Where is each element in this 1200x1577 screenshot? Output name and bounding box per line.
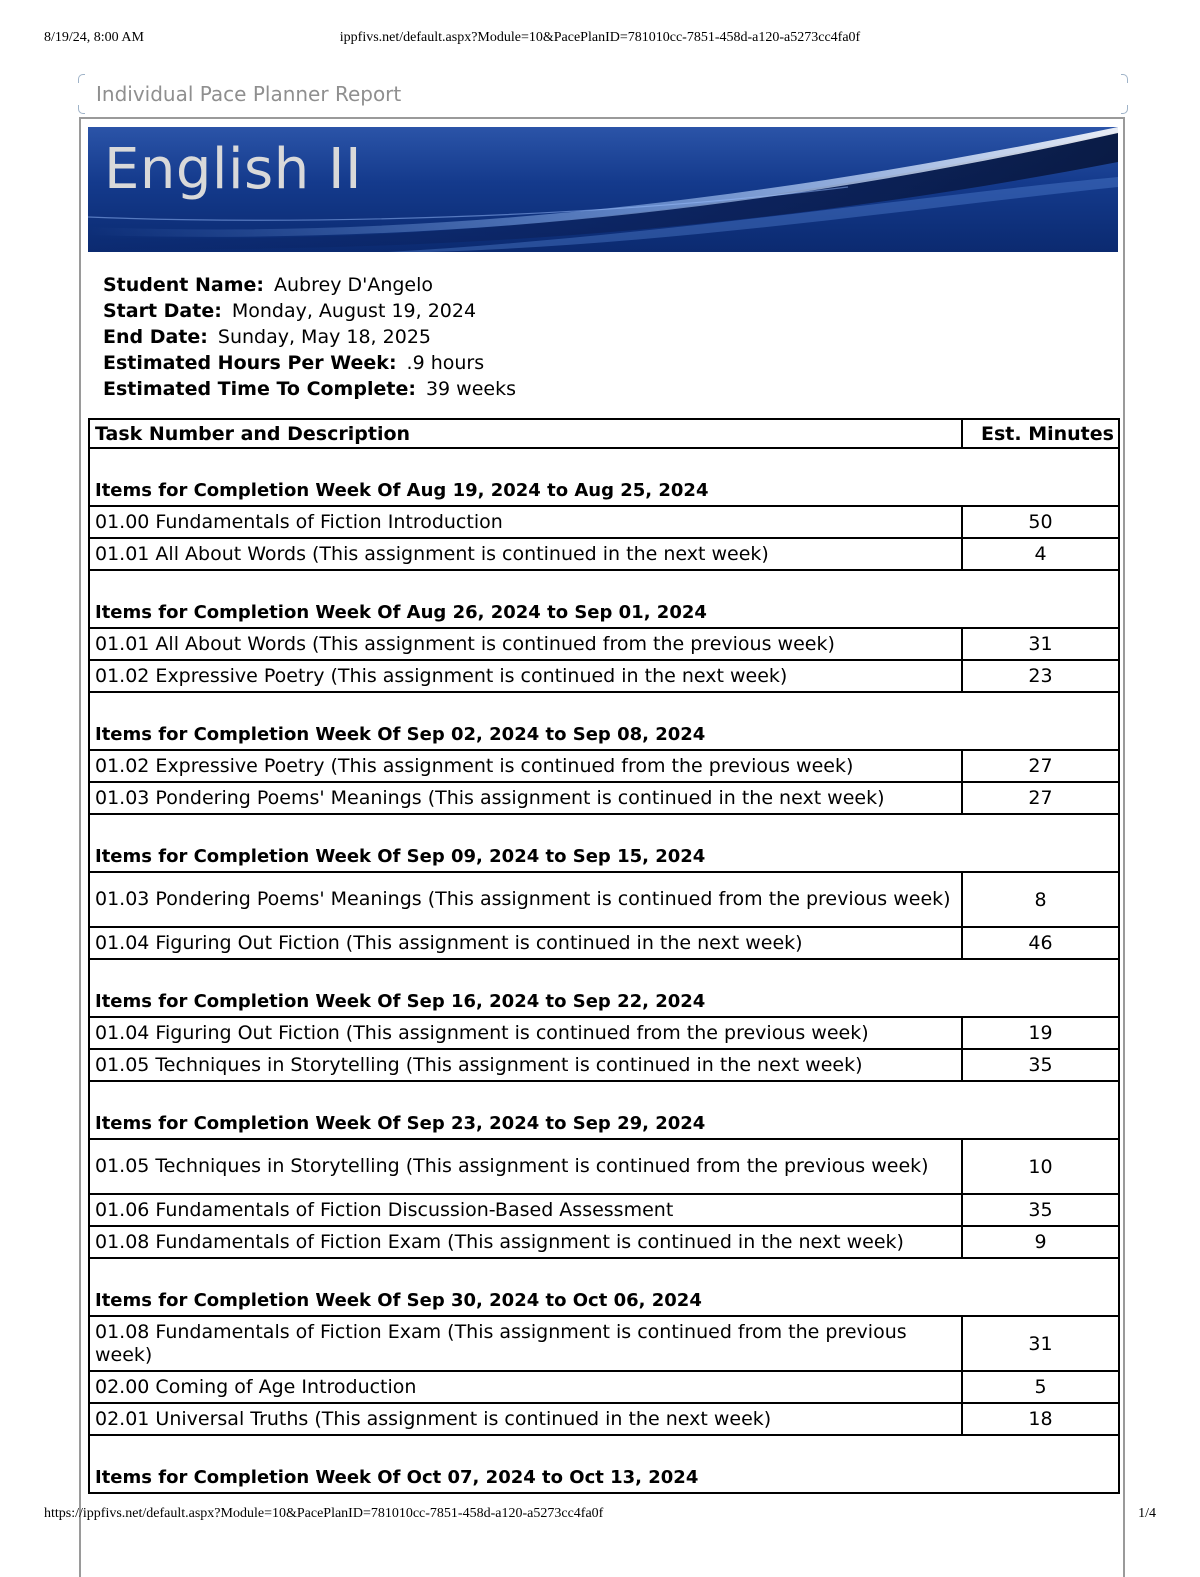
week-label: Items for Completion Week Of Sep 16, 2024 to Sep 22, 2024 xyxy=(89,959,1119,1017)
task-description: 01.01 All About Words (This assignment is continued in the next week) xyxy=(89,538,962,570)
week-label: Items for Completion Week Of Aug 26, 2024 to Sep 01, 2024 xyxy=(89,570,1119,628)
task-minutes: 23 xyxy=(962,660,1119,692)
week-label: Items for Completion Week Of Sep 02, 2024 to Sep 08, 2024 xyxy=(89,692,1119,750)
task-minutes: 27 xyxy=(962,782,1119,814)
task-minutes: 9 xyxy=(962,1226,1119,1258)
time-to-complete-label: Estimated Time To Complete: xyxy=(103,378,416,400)
header-minutes: Est. Minutes xyxy=(962,419,1119,448)
week-header-row xyxy=(89,1258,1119,1316)
task-minutes: 5 xyxy=(962,1371,1119,1403)
print-url: ippfivs.net/default.aspx?Module=10&PacePlanID=781010cc-7851-458d-a120-a5273cc4fa0f xyxy=(339,30,861,45)
print-header xyxy=(44,30,1156,50)
task-row xyxy=(89,782,1119,814)
hours-per-week-value: .9 hours xyxy=(406,352,485,374)
start-date-label: Start Date: xyxy=(103,300,222,322)
task-description: 01.04 Figuring Out Fiction (This assignment is continued in the next week) xyxy=(89,927,962,959)
course-banner xyxy=(88,127,1118,252)
task-description: 01.08 Fundamentals of Fiction Exam (This assignment is continued from the previous week) xyxy=(89,1316,962,1371)
student-name-label: Student Name: xyxy=(103,274,265,296)
week-label: Items for Completion Week Of Sep 30, 2024 to Oct 06, 2024 xyxy=(89,1258,1119,1316)
task-description: 01.02 Expressive Poetry (This assignment is continued in the next week) xyxy=(89,660,962,692)
week-label: Items for Completion Week Of Sep 09, 2024 to Sep 15, 2024 xyxy=(89,814,1119,872)
task-minutes: 18 xyxy=(962,1403,1119,1435)
task-description: 01.03 Pondering Poems' Meanings (This assignment is continued from the previous week) xyxy=(89,872,962,927)
task-row xyxy=(89,1139,1119,1194)
task-row xyxy=(89,1371,1119,1403)
week-header-row xyxy=(89,570,1119,628)
print-footer xyxy=(44,1506,1156,1526)
task-description: 02.00 Coming of Age Introduction xyxy=(89,1371,962,1403)
start-date-value: Monday, August 19, 2024 xyxy=(231,300,477,322)
week-label: Items for Completion Week Of Oct 07, 2024 to Oct 13, 2024 xyxy=(89,1435,1119,1493)
task-description: 01.00 Fundamentals of Fiction Introduction xyxy=(89,506,962,538)
task-row xyxy=(89,927,1119,959)
end-date-label: End Date: xyxy=(103,326,208,348)
task-row xyxy=(89,750,1119,782)
task-row xyxy=(89,538,1119,570)
week-header-row xyxy=(89,1435,1119,1493)
student-name-row xyxy=(103,272,516,298)
week-header-row xyxy=(89,814,1119,872)
week-header-row xyxy=(89,1081,1119,1139)
end-date-row xyxy=(103,324,516,350)
task-minutes: 4 xyxy=(962,538,1119,570)
student-name-value: Aubrey D'Angelo xyxy=(274,274,434,296)
week-label: Items for Completion Week Of Sep 23, 2024 to Sep 29, 2024 xyxy=(89,1081,1119,1139)
task-description: 02.01 Universal Truths (This assignment is continued in the next week) xyxy=(89,1403,962,1435)
task-description: 01.05 Techniques in Storytelling (This assignment is continued in the next week) xyxy=(89,1049,962,1081)
task-minutes: 50 xyxy=(962,506,1119,538)
task-description: 01.01 All About Words (This assignment is continued from the previous week) xyxy=(89,628,962,660)
task-row xyxy=(89,1017,1119,1049)
week-label: Items for Completion Week Of Aug 19, 2024 to Aug 25, 2024 xyxy=(89,448,1119,506)
task-minutes: 31 xyxy=(962,628,1119,660)
task-description: 01.06 Fundamentals of Fiction Discussion-Based Assessment xyxy=(89,1194,962,1226)
table-header-row xyxy=(89,419,1119,448)
week-header-row xyxy=(89,959,1119,1017)
time-to-complete-row xyxy=(103,376,516,402)
task-row xyxy=(89,1194,1119,1226)
pace-plan-table xyxy=(88,418,1120,1494)
hours-per-week-row xyxy=(103,350,516,376)
week-header-row xyxy=(89,448,1119,506)
task-description: 01.08 Fundamentals of Fiction Exam (This assignment is continued in the next week) xyxy=(89,1226,962,1258)
task-row xyxy=(89,506,1119,538)
footer-url: https://ippfivs.net/default.aspx?Module=10&PacePlanID=781010cc-7851-458d-a120-a5273cc4fa0f xyxy=(44,1506,604,1521)
task-minutes: 19 xyxy=(962,1017,1119,1049)
task-description: 01.03 Pondering Poems' Meanings (This assignment is continued in the next week) xyxy=(89,782,962,814)
end-date-value: Sunday, May 18, 2025 xyxy=(217,326,431,348)
hours-per-week-label: Estimated Hours Per Week: xyxy=(103,352,397,374)
header-task: Task Number and Description xyxy=(89,419,962,448)
task-row xyxy=(89,1316,1119,1371)
task-row xyxy=(89,872,1119,927)
report-title-box xyxy=(78,74,1128,114)
task-row xyxy=(89,660,1119,692)
task-description: 01.05 Techniques in Storytelling (This assignment is continued from the previous week) xyxy=(89,1139,962,1194)
start-date-row xyxy=(103,298,516,324)
report-title: Individual Pace Planner Report xyxy=(96,82,402,106)
task-row xyxy=(89,1049,1119,1081)
time-to-complete-value: 39 weeks xyxy=(425,378,516,400)
task-minutes: 8 xyxy=(962,872,1119,927)
task-minutes: 46 xyxy=(962,927,1119,959)
task-description: 01.04 Figuring Out Fiction (This assignment is continued from the previous week) xyxy=(89,1017,962,1049)
task-minutes: 35 xyxy=(962,1194,1119,1226)
week-header-row xyxy=(89,692,1119,750)
task-minutes: 31 xyxy=(962,1316,1119,1371)
task-row xyxy=(89,1403,1119,1435)
print-datetime: 8/19/24, 8:00 AM xyxy=(44,30,144,45)
task-minutes: 27 xyxy=(962,750,1119,782)
task-row xyxy=(89,1226,1119,1258)
task-description: 01.02 Expressive Poetry (This assignment is continued from the previous week) xyxy=(89,750,962,782)
student-info xyxy=(103,272,516,402)
task-minutes: 10 xyxy=(962,1139,1119,1194)
task-row xyxy=(89,628,1119,660)
page-number: 1/4 xyxy=(1138,1506,1156,1521)
course-title: English II xyxy=(104,137,363,202)
task-minutes: 35 xyxy=(962,1049,1119,1081)
